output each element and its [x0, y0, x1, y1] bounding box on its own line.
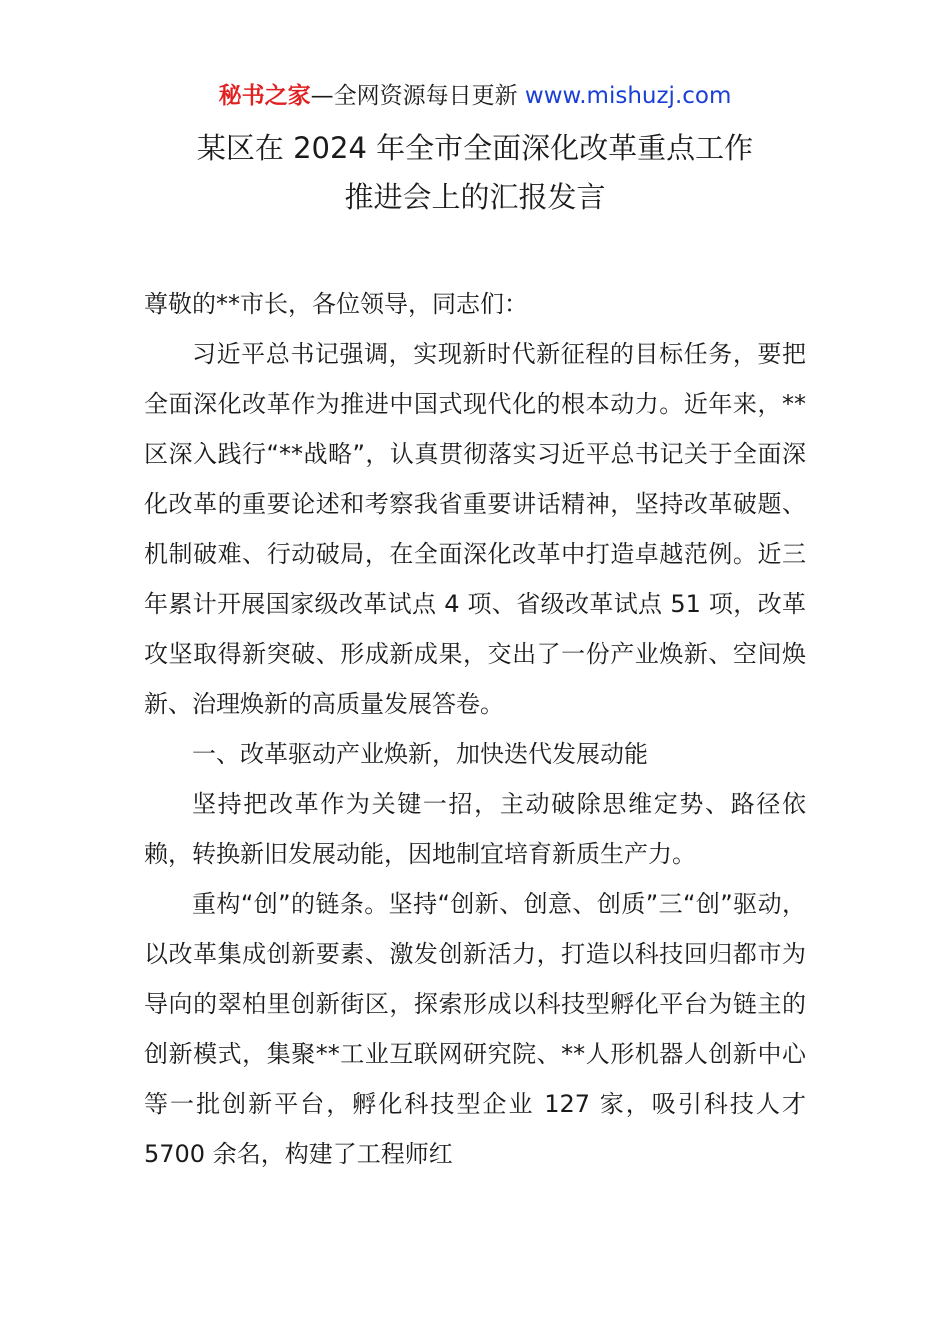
watermark-brand: 秘书之家: [218, 83, 311, 109]
watermark-tagline: —全网资源每日更新: [310, 83, 525, 109]
watermark-url: www.mishuzj.com: [524, 83, 732, 109]
body-paragraph: 坚持把改革作为关键一招，主动破除思维定势、路径依赖，转换新旧发展动能，因地制宜培育新质生产力。: [144, 790, 806, 868]
document-title-line-2: 推进会上的汇报发言: [344, 180, 606, 214]
section-heading: 一、改革驱动产业焕新，加快迭代发展动能: [192, 740, 648, 768]
document-title-line-1: 某区在 2024 年全市全面深化改革重点工作: [196, 131, 754, 165]
watermark-header: [0, 80, 950, 112]
body-paragraph: 重构“创”的链条。坚持“创新、创意、创质”三“创”驱动，以改革集成创新要素、激发创新活力，打造以科技回归都市为导向的翠柏里创新街区，探索形成以科技型孵化平台为链主的创新模式，集聚**工业互联网研究院、**人形机器人创新中心等一批创新平台，孵化科技型企业 127 家，吸引科技人才 5700 余名，构建了工程师红: [144, 890, 806, 1168]
body-paragraph: 习近平总书记强调，实现新时代新征程的目标任务，要把全面深化改革作为推进中国式现代化的根本动力。近年来，**区深入践行“**战略”，认真贯彻落实习近平总书记关于全面深化改革的重要论述和考察我省重要讲话精神，坚持改革破题、机制破难、行动破局，在全面深化改革中打造卓越范例。近三年累计开展国家级改革试点 4 项、省级改革试点 51 项，改革攻坚取得新突破、形成新成果，交出了一份产业焕新、空间焕新、治理焕新的高质量发展答卷。: [144, 340, 806, 718]
document-body: [144, 279, 806, 1179]
salutation: 尊敬的**市长，各位领导，同志们：: [144, 290, 528, 318]
